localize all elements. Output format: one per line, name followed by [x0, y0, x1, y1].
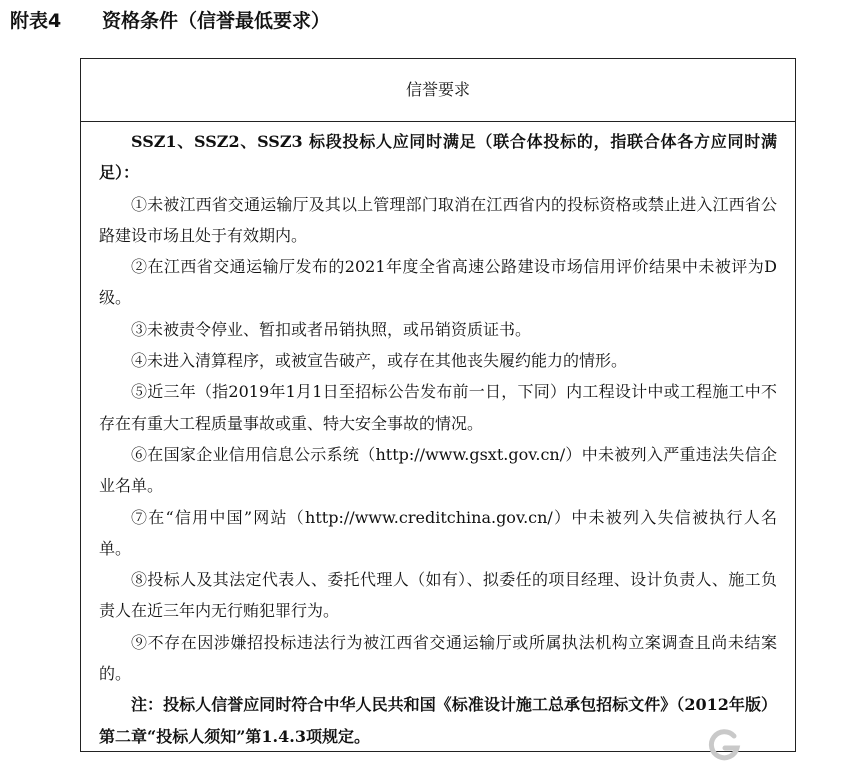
requirement-item-3: ③未被责令停业、暂扣或者吊销执照，或吊销资质证书。: [131, 319, 532, 339]
appendix-title: 资格条件（信誉最低要求）: [102, 10, 331, 32]
requirements-table: [80, 58, 796, 752]
table-header-cell: 信誉要求: [81, 59, 795, 122]
intro-paragraph: SSZ1、SSZ2、SSZ3 标段投标人应同时满足（联合体投标的，指联合体各方应同时满足）：: [99, 132, 777, 183]
document-title: [10, 6, 330, 36]
note-paragraph: 注：投标人信誉应同时符合中华人民共和国《标准设计施工总承包招标文件》（2012年版）第二章“投标人须知”第1.4.3项规定。: [99, 695, 777, 746]
g-logo-icon: [704, 724, 744, 764]
requirement-item-5: ⑤近三年（指2019年1月1日至招标公告发布前一日，下同）内工程设计中或工程施工中不存在有重大工程质量事故或重、特大安全事故的情况。: [99, 382, 777, 433]
requirement-item-9: ⑨不存在因涉嫌招投标违法行为被江西省交通运输厅或所属执法机构立案调查且尚未结案的。: [99, 632, 777, 684]
table-body-cell: [81, 122, 795, 752]
appendix-number: 附表4: [10, 10, 62, 32]
requirement-item-8: ⑧投标人及其法定代表人、委托代理人（如有）、拟委任的项目经理、设计负责人、施工负责人在近三年内无行贿犯罪行为。: [99, 570, 777, 621]
requirement-item-2: ②在江西省交通运输厅发布的2021年度全省高速公路建设市场信用评价结果中未被评为D级。: [99, 257, 777, 308]
requirement-item-1: ①未被江西省交通运输厅及其以上管理部门取消在江西省内的投标资格或禁止进入江西省公路建设市场且处于有效期内。: [99, 194, 777, 245]
requirement-item-6: ⑥在国家企业信用信息公示系统（http://www.gsxt.gov.cn/）中未被列入严重违法失信企业名单。: [99, 444, 777, 496]
requirement-item-7: ⑦在“信用中国”网站（http://www.creditchina.gov.cn/）中未被列入失信被执行人名单。: [99, 507, 777, 558]
requirement-item-4: ④未进入清算程序，或被宣告破产，或存在其他丧失履约能力的情形。: [131, 351, 628, 371]
